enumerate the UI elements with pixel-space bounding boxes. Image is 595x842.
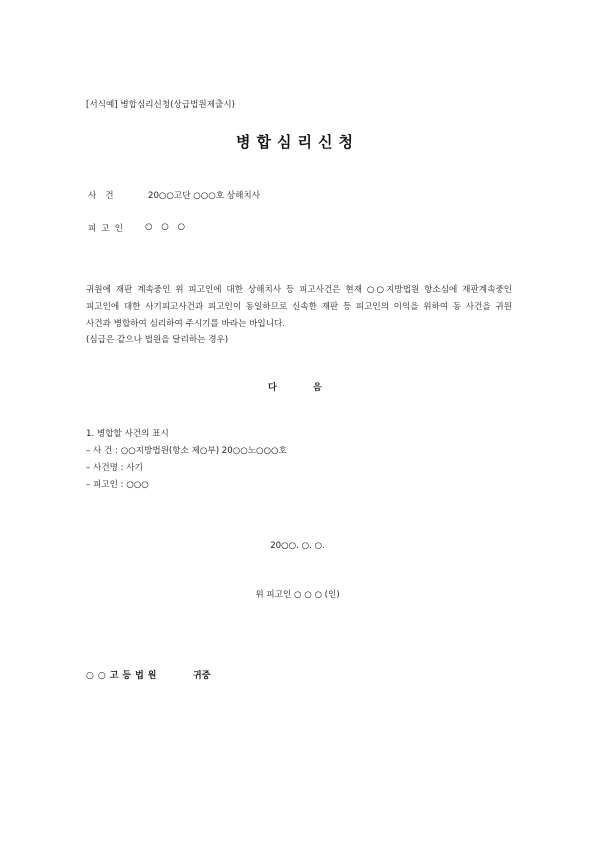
defendant-value: ○ ○ ○ [145,222,188,232]
court-suffix: 귀중 [193,671,211,681]
case-value: 20○○고단 ○○○호 상해치사 [148,191,261,201]
section-heading-part2: 음 [313,383,322,393]
body-paragraph: 귀원에 재판 계속중인 위 피고인에 대한 상해치사 등 피고사건은 현재 ○○지방법원 항소심에 재판계속중인 피고인에 대한 사기피고사건과 피고인이 동일하므로 신속한 재판 등 피고인의 이익을 위하여 동 사건을 귀원 사건과 병합하여 심리하여 주시기를 바라는 바입니다. [86,285,512,329]
court-name: ○○고등법원 [86,671,161,681]
form-label: [서식예] 병합심리신청(상급법원제출시) [86,100,235,110]
filing-date: 20○○. ○. ○. [270,541,325,551]
case-label: 사건 [88,191,123,201]
list-item: – 피고인 : ○○○ [86,480,149,490]
signer-line: 위 피고인 ○ ○ ○ (인) [255,590,340,600]
document-title: 병합심리신청 [236,133,359,151]
list-item: 1. 병합할 사건의 표시 [86,429,169,439]
body-note: (심급은 같으나 법원을 달리하는 경우) [86,335,229,345]
list-item: – 사건명 : 사기 [86,463,143,473]
section-heading-part1: 다 [268,383,277,393]
defendant-label: 피고인 [88,224,128,234]
list-item: – 사 건 : ○○지방법원(항소 제○부) 20○○노○○○호 [86,446,287,456]
